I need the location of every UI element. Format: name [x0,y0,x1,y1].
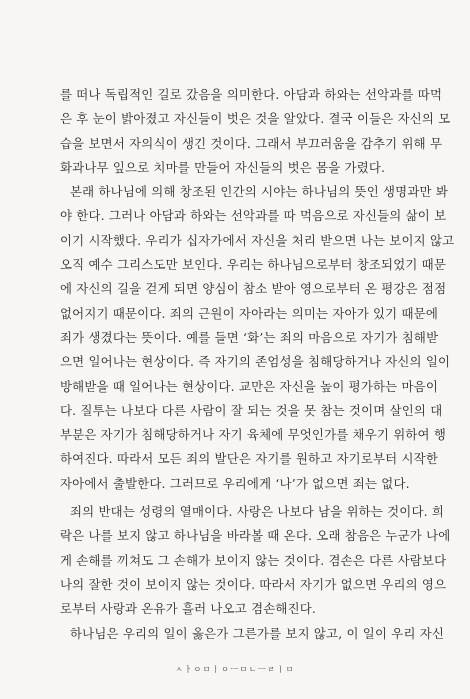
text-line: 죄가 생겼다는 뜻이다. 예를 들면 ‘화’는 죄의 마음으로 자기가 침해받 [60,329,439,345]
paragraph-2 [60,180,455,496]
page-footer: ㅅㅏㅇㅁㅣㅇㅡㅁㄴㅡㄹㅣㅁ [175,665,295,674]
text-line: 죄의 반대는 성령의 열매이다. 사랑은 나보다 남을 위하는 것이다. 희 [70,504,445,520]
text-line: 게 손해를 끼쳐도 그 손해가 보이지 않는 것이다. 겸손은 다른 사람보다 [60,552,447,568]
text-line: 를 떠나 독립적인 길로 갔음을 의미한다. 아담과 하와는 선악과를 따먹 [60,87,443,102]
text-line: 방해받을 때 일어나는 현상이다. 교만은 자신을 높이 평가하는 마음이 [60,378,438,394]
text-line: 습을 보면서 자의식이 생긴 것이다. 그래서 부끄러움을 감추기 위해 무 [60,135,443,151]
text-line: 다. 질투는 나보다 다른 사람이 잘 되는 것을 못 참는 것이며 살인의 대 [60,402,443,418]
text-line: 하여진다. 따라서 모든 죄의 발단은 자기를 원하고 자기로부터 시작한 [60,451,438,467]
paragraph-4 [60,622,445,646]
text-line: 에 자신의 길을 걷게 되면 양심이 참소 받아 영으로부터 온 평강은 점점 [60,281,447,297]
text-line: 본래 하나님에 의해 창조된 인간의 시야는 하나님의 뜻인 생명과만 봐 [70,184,448,200]
text-line: 야 한다. 그러나 아담과 하와는 선악과를 따 먹음으로 자신들의 삶이 보 [60,208,447,224]
text-line: 이기 시작했다. 우리가 십자가에서 자신을 처리 받으면 나는 보이지 않고 [60,232,455,248]
text-line: 화과나무 잎으로 치마를 만들어 자신들의 벗은 몸을 가렸다. [60,159,386,175]
text-line: 자아에서 출발한다. 그러므로 우리에게 ‘나’가 없으면 죄는 없다. [60,475,410,491]
body-text [60,83,455,646]
text-line: 부분은 자기가 침해당하거나 자기 육체에 무엇인가를 채우기 위하여 행 [60,427,447,443]
text-line: 은 후 눈이 밝아졌고 자신들이 벗은 것을 알았다. 결국 이들은 자신의 모 [60,111,451,127]
text-line: 으면 일어나는 현상이다. 즉 자기의 존엄성을 침해당하거나 자신의 일이 [60,354,451,370]
text-line: 없어지기 때문이다. 죄의 근원이 자아라는 의미는 자아가 있기 때문에 [60,305,438,321]
text-line: 오직 예수 그리스도만 보인다. 우리는 하나님으로부터 창조되었기 때문 [60,257,447,273]
paragraph-1 [60,83,451,180]
text-line: 로부터 사랑과 온유가 흘러 나오고 겸손해진다. [60,601,317,617]
text-line: 락은 나를 보지 않고 하나님을 바라볼 때 온다. 오래 참음은 누군가 나에 [60,528,451,544]
text-line: 나의 잘한 것이 보이지 않는 것이다. 따라서 자기가 없으면 우리의 영으 [60,576,447,592]
paragraph-3 [60,500,451,621]
text-line: 하나님은 우리의 일이 옳은가 그른가를 보지 않고, 이 일이 우리 자신 [70,625,445,641]
